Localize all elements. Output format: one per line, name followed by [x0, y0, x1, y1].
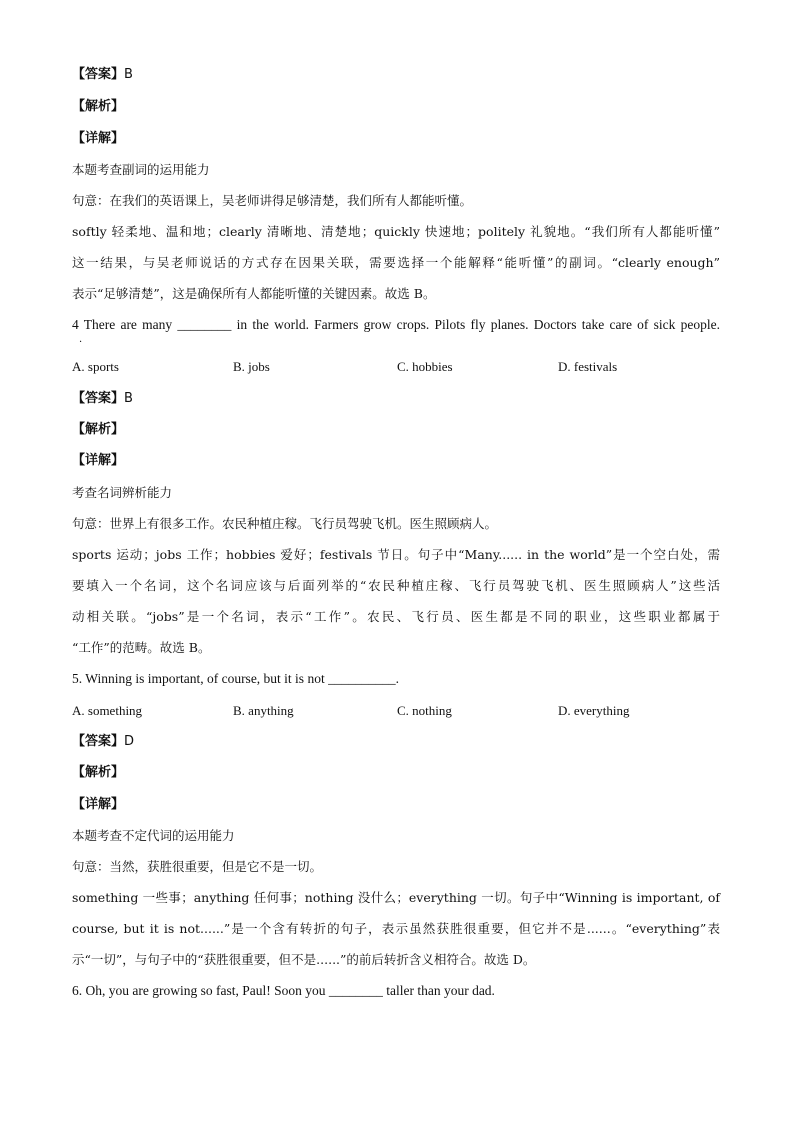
meaning-line: 句意：当然，获胜很重要，但是它不是一切。	[72, 859, 323, 874]
detail-tag: 【详解】	[72, 797, 125, 812]
q3-answer-line	[72, 66, 133, 84]
detail-tag: 【详解】	[72, 131, 125, 146]
explanation-line: “工作”的范畴。故选 B。	[72, 640, 211, 655]
question-stem: 5. Winning is important, of course, but it is not __________.	[72, 671, 399, 686]
analysis-tag: 【解析】	[72, 422, 125, 437]
explanation-line: 动相关联。“jobs”是一个名词，表示“工作”。农民、飞行员、医生都是不同的职业，这些职业都属于	[72, 609, 720, 624]
explanation-line: something 一些事；anything 任何事；nothing 没什么；everything 一切。句子中“Winning is important, of	[72, 890, 720, 905]
answer-tag: 【答案】	[72, 734, 125, 749]
q4-answer-line	[72, 390, 133, 408]
answer-tag: 【答案】	[72, 67, 125, 82]
meaning-line: 句意：在我们的英语课上，吴老师讲得足够清楚，我们所有人都能听懂。	[72, 193, 473, 208]
topic-line: 考查名词辨析能力	[72, 485, 173, 500]
explanation-line: course, but it is not......”是一个含有转折的句子，表示虽然获胜很重要，但它并不是......。“everything”表	[72, 921, 720, 936]
topic-line: 本题考查不定代词的运用能力	[72, 828, 235, 843]
explanation-line: 这一结果，与吴老师说话的方式存在因果关联，需要选择一个能解释“能听懂”的副词。“clearly enough”	[72, 255, 720, 270]
q5-answer-line	[72, 733, 134, 751]
question-stem: 4 There are many ________ in the world. Farmers grow crops. Pilots fly planes. Doctors take care of sick people.	[72, 317, 720, 332]
explanation-line: 要填入一个名词，这个名词应该与后面列举的“农民种植庄稼、飞行员驾驶飞机、医生照顾病人”这些活	[72, 578, 720, 593]
explanation-line: 示“一切”，与句子中的“获胜很重要，但不是......”的前后转折含义相符合。故选 D。	[72, 952, 536, 967]
explanation-line: 表示“足够清楚”，这是确保所有人都能听懂的关键因素。故选 B。	[72, 286, 436, 301]
answer-value: B	[124, 67, 133, 82]
option-a: A. something	[72, 703, 143, 718]
meaning-line: 句意：世界上有很多工作。农民种植庄稼。飞行员驾驶飞机。医生照顾病人。	[72, 516, 498, 531]
option-a: A. sports	[72, 359, 119, 374]
explanation-line: sports 运动；jobs 工作；hobbies 爱好；festivals 节日。句子中“Many...... in the world”是一个空白处，需	[72, 547, 720, 562]
answer-value: D	[124, 734, 135, 749]
detail-tag: 【详解】	[72, 453, 125, 468]
option-c: C. nothing	[397, 703, 452, 718]
explanation-line: softly 轻柔地、温和地；clearly 清晰地、清楚地；quickly 快速地；politely 礼貌地。“我们所有人都能听懂”	[72, 224, 720, 239]
question-stem: 6. Oh, you are growing so fast, Paul! Soon you ________ taller than your dad.	[72, 983, 495, 998]
option-d: D. festivals	[558, 359, 618, 374]
answer-value: B	[124, 391, 133, 406]
analysis-tag: 【解析】	[72, 765, 125, 780]
option-b: B. jobs	[233, 359, 270, 374]
topic-line: 本题考查副词的运用能力	[72, 162, 210, 177]
option-b: B. anything	[233, 703, 294, 718]
answer-tag: 【答案】	[72, 391, 125, 406]
option-c: C. hobbies	[397, 359, 453, 374]
option-d: D. everything	[558, 703, 630, 718]
analysis-tag: 【解析】	[72, 99, 125, 114]
stem-dot: ·	[79, 337, 83, 348]
